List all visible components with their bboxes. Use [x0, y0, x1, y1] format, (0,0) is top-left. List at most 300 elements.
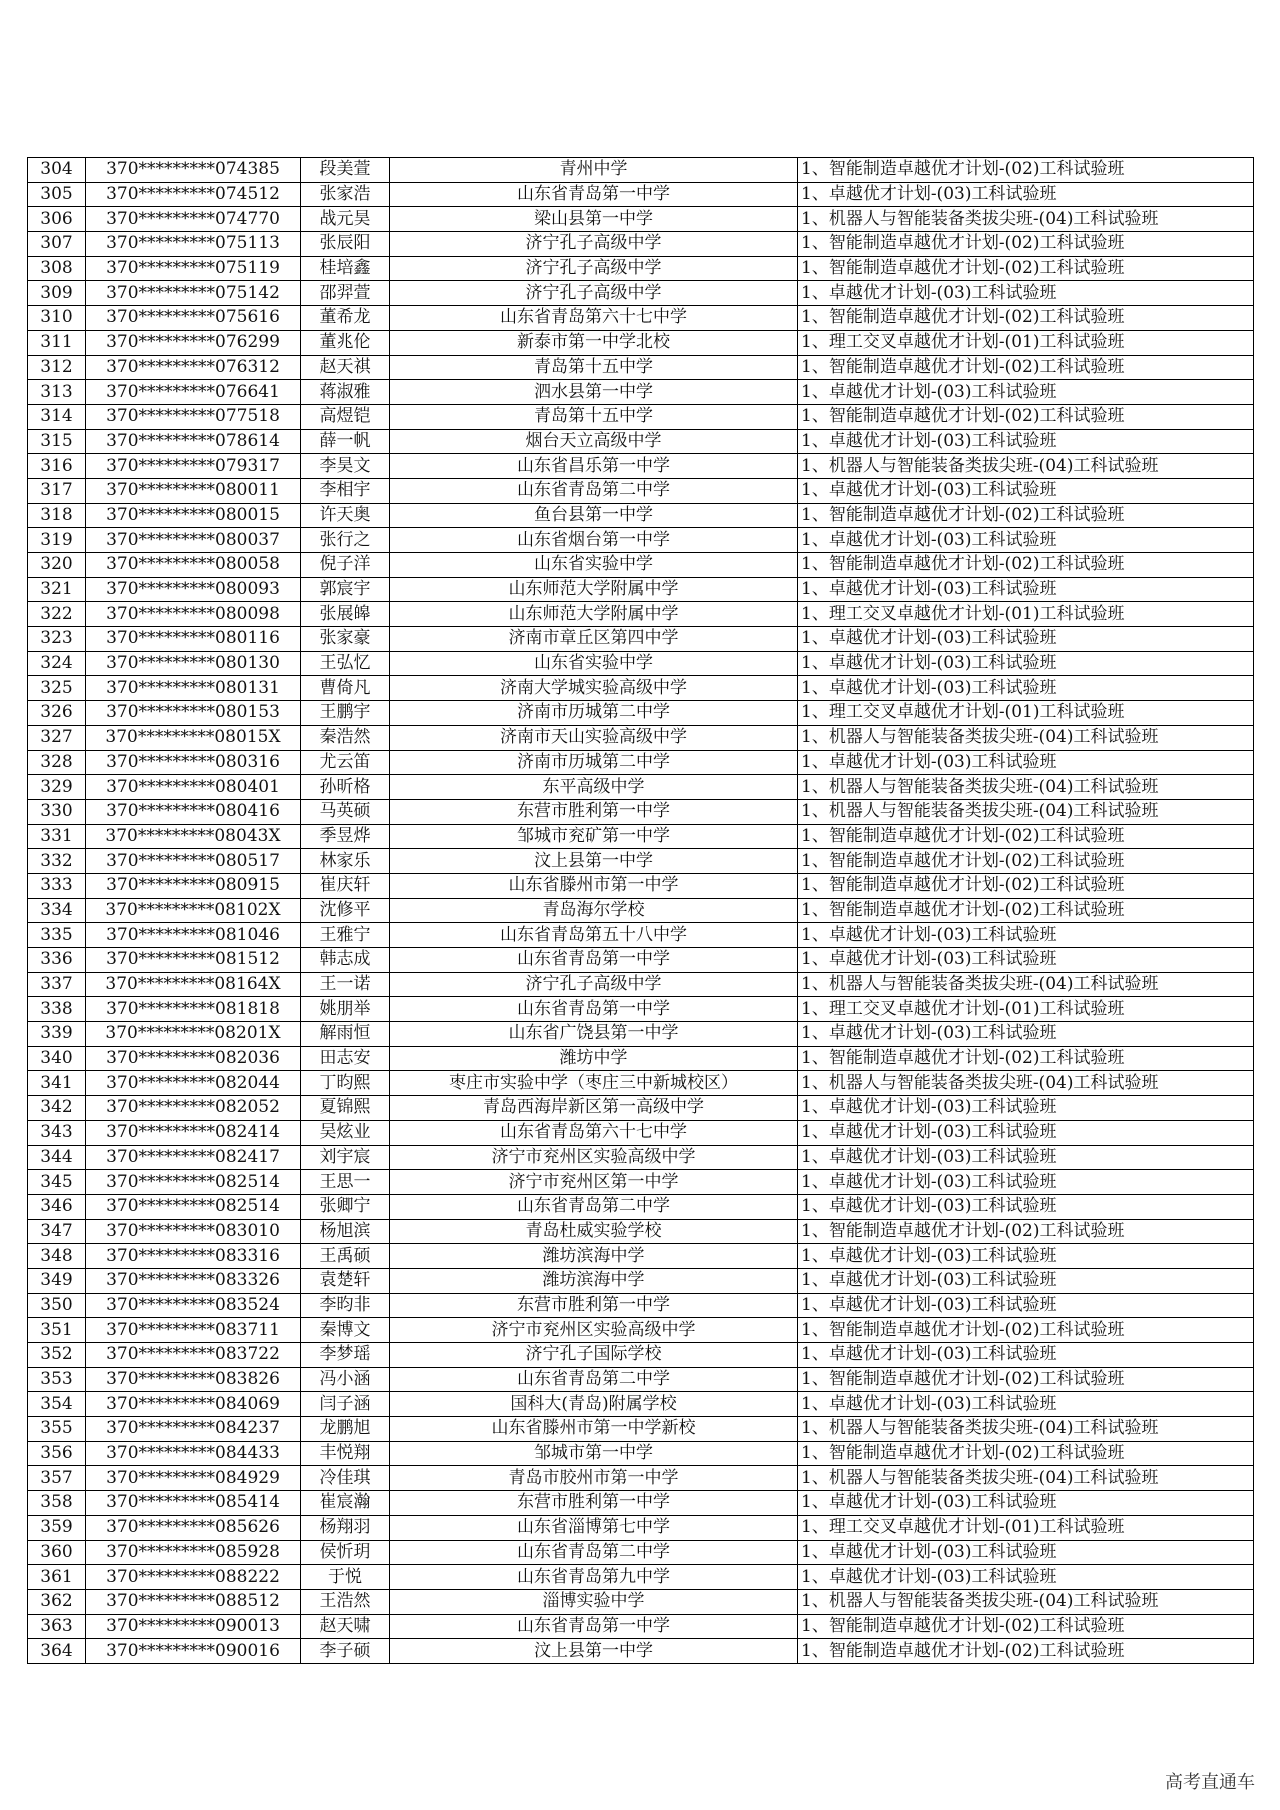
- program-cell: 1、卓越优才计划-(03)工科试验班: [798, 1022, 1254, 1047]
- school-name-cell: 山东省烟台第一中学: [390, 528, 798, 553]
- row-number-cell: 343: [28, 1120, 86, 1145]
- student-name-cell: 姚朋举: [301, 997, 390, 1022]
- program-cell: 1、卓越优才计划-(03)工科试验班: [798, 676, 1254, 701]
- table-row: [28, 1343, 1254, 1368]
- program-cell: 1、理工交叉卓越优才计划-(01)工科试验班: [798, 1515, 1254, 1540]
- row-number-cell: 325: [28, 676, 86, 701]
- school-name-cell: 山东省青岛第九中学: [390, 1565, 798, 1590]
- school-name-cell: 山东省青岛第一中学: [390, 997, 798, 1022]
- table-row: [28, 503, 1254, 528]
- id-number-cell: 370*********080316: [86, 750, 301, 775]
- school-name-cell: 山东省青岛第一中学: [390, 182, 798, 207]
- school-name-cell: 东营市胜利第一中学: [390, 1491, 798, 1516]
- school-name-cell: 济宁孔子高级中学: [390, 281, 798, 306]
- student-name-cell: 高煜铠: [301, 404, 390, 429]
- row-number-cell: 317: [28, 478, 86, 503]
- table-row: [28, 1417, 1254, 1442]
- row-number-cell: 357: [28, 1466, 86, 1491]
- school-name-cell: 青岛第十五中学: [390, 404, 798, 429]
- student-name-cell: 蒋淑雅: [301, 380, 390, 405]
- program-cell: 1、智能制造卓越优才计划-(02)工科试验班: [798, 1639, 1254, 1664]
- id-number-cell: 370*********075113: [86, 232, 301, 257]
- id-number-cell: 370*********084929: [86, 1466, 301, 1491]
- id-number-cell: 370*********082417: [86, 1145, 301, 1170]
- program-cell: 1、智能制造卓越优才计划-(02)工科试验班: [798, 1367, 1254, 1392]
- table-row: [28, 1268, 1254, 1293]
- student-name-cell: 邵羿萱: [301, 281, 390, 306]
- id-number-cell: 370*********088512: [86, 1589, 301, 1614]
- table-row: [28, 158, 1254, 183]
- school-name-cell: 济宁孔子国际学校: [390, 1343, 798, 1368]
- table-row: [28, 1145, 1254, 1170]
- school-name-cell: 济宁孔子高级中学: [390, 972, 798, 997]
- id-number-cell: 370*********080098: [86, 602, 301, 627]
- table-row: [28, 1515, 1254, 1540]
- program-cell: 1、智能制造卓越优才计划-(02)工科试验班: [798, 256, 1254, 281]
- row-number-cell: 361: [28, 1565, 86, 1590]
- program-cell: 1、机器人与智能装备类拔尖班-(04)工科试验班: [798, 207, 1254, 232]
- program-cell: 1、机器人与智能装备类拔尖班-(04)工科试验班: [798, 454, 1254, 479]
- id-number-cell: 370*********080093: [86, 577, 301, 602]
- row-number-cell: 306: [28, 207, 86, 232]
- id-number-cell: 370*********085414: [86, 1491, 301, 1516]
- row-number-cell: 348: [28, 1244, 86, 1269]
- row-number-cell: 358: [28, 1491, 86, 1516]
- row-number-cell: 327: [28, 725, 86, 750]
- id-number-cell: 370*********080011: [86, 478, 301, 503]
- row-number-cell: 335: [28, 923, 86, 948]
- id-number-cell: 370*********074512: [86, 182, 301, 207]
- id-number-cell: 370*********084433: [86, 1441, 301, 1466]
- row-number-cell: 351: [28, 1318, 86, 1343]
- program-cell: 1、机器人与智能装备类拔尖班-(04)工科试验班: [798, 972, 1254, 997]
- table-row: [28, 1194, 1254, 1219]
- school-name-cell: 山东省淄博第七中学: [390, 1515, 798, 1540]
- school-name-cell: 山东省青岛第二中学: [390, 1194, 798, 1219]
- id-number-cell: 370*********080130: [86, 651, 301, 676]
- table-row: [28, 528, 1254, 553]
- program-cell: 1、理工交叉卓越优才计划-(01)工科试验班: [798, 602, 1254, 627]
- student-name-cell: 侯忻玥: [301, 1540, 390, 1565]
- row-number-cell: 324: [28, 651, 86, 676]
- id-number-cell: 370*********076641: [86, 380, 301, 405]
- row-number-cell: 344: [28, 1145, 86, 1170]
- student-name-cell: 王思一: [301, 1170, 390, 1195]
- id-number-cell: 370*********083326: [86, 1268, 301, 1293]
- row-number-cell: 312: [28, 355, 86, 380]
- student-name-cell: 李相宇: [301, 478, 390, 503]
- student-name-cell: 袁楚轩: [301, 1268, 390, 1293]
- school-name-cell: 邹城市第一中学: [390, 1441, 798, 1466]
- table-row: [28, 972, 1254, 997]
- student-name-cell: 赵天祺: [301, 355, 390, 380]
- id-number-cell: 370*********076299: [86, 330, 301, 355]
- id-number-cell: 370*********081818: [86, 997, 301, 1022]
- row-number-cell: 309: [28, 281, 86, 306]
- program-cell: 1、机器人与智能装备类拔尖班-(04)工科试验班: [798, 799, 1254, 824]
- program-cell: 1、智能制造卓越优才计划-(02)工科试验班: [798, 1318, 1254, 1343]
- id-number-cell: 370*********084237: [86, 1417, 301, 1442]
- id-number-cell: 370*********080015: [86, 503, 301, 528]
- student-name-cell: 韩志成: [301, 948, 390, 973]
- school-name-cell: 潍坊滨海中学: [390, 1268, 798, 1293]
- table-row: [28, 799, 1254, 824]
- program-cell: 1、卓越优才计划-(03)工科试验班: [798, 1268, 1254, 1293]
- program-cell: 1、卓越优才计划-(03)工科试验班: [798, 1565, 1254, 1590]
- row-number-cell: 334: [28, 898, 86, 923]
- school-name-cell: 汶上县第一中学: [390, 849, 798, 874]
- program-cell: 1、卓越优才计划-(03)工科试验班: [798, 380, 1254, 405]
- row-number-cell: 316: [28, 454, 86, 479]
- school-name-cell: 东营市胜利第一中学: [390, 1293, 798, 1318]
- table-row: [28, 553, 1254, 578]
- table-row: [28, 1244, 1254, 1269]
- row-number-cell: 352: [28, 1343, 86, 1368]
- school-name-cell: 东平高级中学: [390, 775, 798, 800]
- table-row: [28, 923, 1254, 948]
- student-name-cell: 赵天啸: [301, 1614, 390, 1639]
- school-name-cell: 青岛市胶州市第一中学: [390, 1466, 798, 1491]
- student-name-cell: 张辰阳: [301, 232, 390, 257]
- id-number-cell: 370*********082052: [86, 1096, 301, 1121]
- row-number-cell: 332: [28, 849, 86, 874]
- school-name-cell: 青岛第十五中学: [390, 355, 798, 380]
- row-number-cell: 307: [28, 232, 86, 257]
- student-name-cell: 冷佳琪: [301, 1466, 390, 1491]
- program-cell: 1、智能制造卓越优才计划-(02)工科试验班: [798, 553, 1254, 578]
- row-number-cell: 338: [28, 997, 86, 1022]
- table-row: [28, 1096, 1254, 1121]
- id-number-cell: 370*********078614: [86, 429, 301, 454]
- id-number-cell: 370*********082514: [86, 1194, 301, 1219]
- student-name-cell: 王雅宁: [301, 923, 390, 948]
- program-cell: 1、卓越优才计划-(03)工科试验班: [798, 577, 1254, 602]
- program-cell: 1、卓越优才计划-(03)工科试验班: [798, 478, 1254, 503]
- program-cell: 1、智能制造卓越优才计划-(02)工科试验班: [798, 1614, 1254, 1639]
- student-name-cell: 刘宇宸: [301, 1145, 390, 1170]
- table-row: [28, 1614, 1254, 1639]
- id-number-cell: 370*********08102X: [86, 898, 301, 923]
- program-cell: 1、智能制造卓越优才计划-(02)工科试验班: [798, 232, 1254, 257]
- school-name-cell: 山东省青岛第二中学: [390, 478, 798, 503]
- program-cell: 1、机器人与智能装备类拔尖班-(04)工科试验班: [798, 1466, 1254, 1491]
- row-number-cell: 353: [28, 1367, 86, 1392]
- student-name-cell: 夏锦熙: [301, 1096, 390, 1121]
- id-number-cell: 370*********08015X: [86, 725, 301, 750]
- id-number-cell: 370*********080416: [86, 799, 301, 824]
- student-name-cell: 吴炫业: [301, 1120, 390, 1145]
- table-row: [28, 1219, 1254, 1244]
- school-name-cell: 山东省青岛第六十七中学: [390, 306, 798, 331]
- table-row: [28, 898, 1254, 923]
- school-name-cell: 新泰市第一中学北校: [390, 330, 798, 355]
- table-row: [28, 1466, 1254, 1491]
- id-number-cell: 370*********083316: [86, 1244, 301, 1269]
- program-cell: 1、卓越优才计划-(03)工科试验班: [798, 1244, 1254, 1269]
- student-name-cell: 王弘忆: [301, 651, 390, 676]
- table-row: [28, 1392, 1254, 1417]
- id-number-cell: 370*********085928: [86, 1540, 301, 1565]
- student-name-cell: 李昊文: [301, 454, 390, 479]
- student-name-cell: 沈修平: [301, 898, 390, 923]
- program-cell: 1、智能制造卓越优才计划-(02)工科试验班: [798, 1441, 1254, 1466]
- school-name-cell: 济南市历城第二中学: [390, 701, 798, 726]
- table-row: [28, 577, 1254, 602]
- table-row: [28, 775, 1254, 800]
- school-name-cell: 山东师范大学附属中学: [390, 602, 798, 627]
- row-number-cell: 342: [28, 1096, 86, 1121]
- program-cell: 1、机器人与智能装备类拔尖班-(04)工科试验班: [798, 1417, 1254, 1442]
- student-name-cell: 战元昊: [301, 207, 390, 232]
- table-row: [28, 602, 1254, 627]
- row-number-cell: 345: [28, 1170, 86, 1195]
- table-row: [28, 1441, 1254, 1466]
- table-row: [28, 355, 1254, 380]
- school-name-cell: 济宁市兖州区实验高级中学: [390, 1145, 798, 1170]
- id-number-cell: 370*********080058: [86, 553, 301, 578]
- student-name-cell: 崔庆轩: [301, 873, 390, 898]
- row-number-cell: 349: [28, 1268, 86, 1293]
- table-row: [28, 281, 1254, 306]
- table-row: [28, 1071, 1254, 1096]
- school-name-cell: 泗水县第一中学: [390, 380, 798, 405]
- row-number-cell: 315: [28, 429, 86, 454]
- program-cell: 1、卓越优才计划-(03)工科试验班: [798, 948, 1254, 973]
- program-cell: 1、智能制造卓越优才计划-(02)工科试验班: [798, 306, 1254, 331]
- table-row: [28, 232, 1254, 257]
- student-name-cell: 李子硕: [301, 1639, 390, 1664]
- school-name-cell: 鱼台县第一中学: [390, 503, 798, 528]
- table-row: [28, 429, 1254, 454]
- school-name-cell: 潍坊中学: [390, 1046, 798, 1071]
- student-name-cell: 许天奥: [301, 503, 390, 528]
- school-name-cell: 青岛杜威实验学校: [390, 1219, 798, 1244]
- id-number-cell: 370*********08043X: [86, 824, 301, 849]
- school-name-cell: 济宁孔子高级中学: [390, 232, 798, 257]
- school-name-cell: 山东省青岛第六十七中学: [390, 1120, 798, 1145]
- table-row: [28, 330, 1254, 355]
- row-number-cell: 318: [28, 503, 86, 528]
- program-cell: 1、理工交叉卓越优才计划-(01)工科试验班: [798, 330, 1254, 355]
- program-cell: 1、卓越优才计划-(03)工科试验班: [798, 1491, 1254, 1516]
- id-number-cell: 370*********083711: [86, 1318, 301, 1343]
- program-cell: 1、卓越优才计划-(03)工科试验班: [798, 1293, 1254, 1318]
- row-number-cell: 330: [28, 799, 86, 824]
- row-number-cell: 356: [28, 1441, 86, 1466]
- table-row: [28, 1293, 1254, 1318]
- student-name-cell: 张行之: [301, 528, 390, 553]
- table-row: [28, 182, 1254, 207]
- school-name-cell: 山东省实验中学: [390, 651, 798, 676]
- table-row: [28, 1170, 1254, 1195]
- table-row: [28, 207, 1254, 232]
- student-name-cell: 王浩然: [301, 1589, 390, 1614]
- table-row: [28, 1120, 1254, 1145]
- student-name-cell: 秦浩然: [301, 725, 390, 750]
- student-name-cell: 董兆伦: [301, 330, 390, 355]
- table-row: [28, 627, 1254, 652]
- school-name-cell: 山东省昌乐第一中学: [390, 454, 798, 479]
- school-name-cell: 梁山县第一中学: [390, 207, 798, 232]
- program-cell: 1、卓越优才计划-(03)工科试验班: [798, 281, 1254, 306]
- id-number-cell: 370*********082044: [86, 1071, 301, 1096]
- row-number-cell: 326: [28, 701, 86, 726]
- table-row: [28, 725, 1254, 750]
- student-name-cell: 崔宸瀚: [301, 1491, 390, 1516]
- student-name-cell: 于悦: [301, 1565, 390, 1590]
- program-cell: 1、卓越优才计划-(03)工科试验班: [798, 1145, 1254, 1170]
- table-row: [28, 1540, 1254, 1565]
- table-row: [28, 306, 1254, 331]
- watermark-text: 高考直通车: [1165, 1772, 1255, 1793]
- student-name-cell: 林家乐: [301, 849, 390, 874]
- id-number-cell: 370*********085626: [86, 1515, 301, 1540]
- id-number-cell: 370*********080517: [86, 849, 301, 874]
- student-name-cell: 倪子洋: [301, 553, 390, 578]
- id-number-cell: 370*********083826: [86, 1367, 301, 1392]
- row-number-cell: 310: [28, 306, 86, 331]
- id-number-cell: 370*********075616: [86, 306, 301, 331]
- program-cell: 1、智能制造卓越优才计划-(02)工科试验班: [798, 898, 1254, 923]
- row-number-cell: 336: [28, 948, 86, 973]
- school-name-cell: 济南市天山实验高级中学: [390, 725, 798, 750]
- row-number-cell: 313: [28, 380, 86, 405]
- student-name-cell: 段美萱: [301, 158, 390, 183]
- program-cell: 1、机器人与智能装备类拔尖班-(04)工科试验班: [798, 1071, 1254, 1096]
- row-number-cell: 350: [28, 1293, 86, 1318]
- id-number-cell: 370*********076312: [86, 355, 301, 380]
- id-number-cell: 370*********082414: [86, 1120, 301, 1145]
- id-number-cell: 370*********08164X: [86, 972, 301, 997]
- table-row: [28, 1491, 1254, 1516]
- school-name-cell: 枣庄市实验中学（枣庄三中新城校区）: [390, 1071, 798, 1096]
- id-number-cell: 370*********080037: [86, 528, 301, 553]
- table-row: [28, 404, 1254, 429]
- id-number-cell: 370*********080915: [86, 873, 301, 898]
- row-number-cell: 346: [28, 1194, 86, 1219]
- student-name-cell: 龙鹏旭: [301, 1417, 390, 1442]
- program-cell: 1、理工交叉卓越优才计划-(01)工科试验班: [798, 701, 1254, 726]
- program-cell: 1、智能制造卓越优才计划-(02)工科试验班: [798, 1219, 1254, 1244]
- table-row: [28, 651, 1254, 676]
- id-number-cell: 370*********080401: [86, 775, 301, 800]
- program-cell: 1、机器人与智能装备类拔尖班-(04)工科试验班: [798, 775, 1254, 800]
- row-number-cell: 329: [28, 775, 86, 800]
- school-name-cell: 山东省广饶县第一中学: [390, 1022, 798, 1047]
- table-row: [28, 1639, 1254, 1664]
- id-number-cell: 370*********088222: [86, 1565, 301, 1590]
- program-cell: 1、智能制造卓越优才计划-(02)工科试验班: [798, 503, 1254, 528]
- program-cell: 1、卓越优才计划-(03)工科试验班: [798, 1194, 1254, 1219]
- row-number-cell: 314: [28, 404, 86, 429]
- table-row: [28, 1565, 1254, 1590]
- student-name-cell: 杨旭滨: [301, 1219, 390, 1244]
- program-cell: 1、卓越优才计划-(03)工科试验班: [798, 1170, 1254, 1195]
- id-number-cell: 370*********081512: [86, 948, 301, 973]
- student-name-cell: 张卿宁: [301, 1194, 390, 1219]
- student-name-cell: 秦博文: [301, 1318, 390, 1343]
- id-number-cell: 370*********08201X: [86, 1022, 301, 1047]
- id-number-cell: 370*********080153: [86, 701, 301, 726]
- student-name-cell: 薛一帆: [301, 429, 390, 454]
- table-row: [28, 948, 1254, 973]
- id-number-cell: 370*********080131: [86, 676, 301, 701]
- id-number-cell: 370*********082036: [86, 1046, 301, 1071]
- student-name-cell: 曹倚凡: [301, 676, 390, 701]
- id-number-cell: 370*********075119: [86, 256, 301, 281]
- row-number-cell: 321: [28, 577, 86, 602]
- school-name-cell: 烟台天立高级中学: [390, 429, 798, 454]
- school-name-cell: 山东省青岛第二中学: [390, 1367, 798, 1392]
- table-row: [28, 1022, 1254, 1047]
- program-cell: 1、卓越优才计划-(03)工科试验班: [798, 1096, 1254, 1121]
- student-name-cell: 张家浩: [301, 182, 390, 207]
- row-number-cell: 322: [28, 602, 86, 627]
- school-name-cell: 东营市胜利第一中学: [390, 799, 798, 824]
- row-number-cell: 308: [28, 256, 86, 281]
- school-name-cell: 济宁孔子高级中学: [390, 256, 798, 281]
- program-cell: 1、智能制造卓越优才计划-(02)工科试验班: [798, 1046, 1254, 1071]
- student-name-cell: 李梦瑶: [301, 1343, 390, 1368]
- row-number-cell: 359: [28, 1515, 86, 1540]
- student-name-cell: 冯小涵: [301, 1367, 390, 1392]
- table-row: [28, 849, 1254, 874]
- row-number-cell: 331: [28, 824, 86, 849]
- program-cell: 1、智能制造卓越优才计划-(02)工科试验班: [798, 404, 1254, 429]
- row-number-cell: 341: [28, 1071, 86, 1096]
- id-number-cell: 370*********080116: [86, 627, 301, 652]
- school-name-cell: 山东省青岛第二中学: [390, 1540, 798, 1565]
- student-name-cell: 季昱烨: [301, 824, 390, 849]
- school-name-cell: 潍坊滨海中学: [390, 1244, 798, 1269]
- school-name-cell: 济南大学城实验高级中学: [390, 676, 798, 701]
- id-number-cell: 370*********081046: [86, 923, 301, 948]
- school-name-cell: 山东省青岛第五十八中学: [390, 923, 798, 948]
- student-name-cell: 桂培鑫: [301, 256, 390, 281]
- program-cell: 1、卓越优才计划-(03)工科试验班: [798, 1540, 1254, 1565]
- id-number-cell: 370*********082514: [86, 1170, 301, 1195]
- student-name-cell: 解雨恒: [301, 1022, 390, 1047]
- program-cell: 1、卓越优才计划-(03)工科试验班: [798, 627, 1254, 652]
- table-row: [28, 997, 1254, 1022]
- admission-roster-table: [27, 157, 1254, 1664]
- student-name-cell: 孙昕格: [301, 775, 390, 800]
- student-name-cell: 丰悦翔: [301, 1441, 390, 1466]
- row-number-cell: 311: [28, 330, 86, 355]
- row-number-cell: 305: [28, 182, 86, 207]
- id-number-cell: 370*********074385: [86, 158, 301, 183]
- row-number-cell: 360: [28, 1540, 86, 1565]
- school-name-cell: 山东省滕州市第一中学新校: [390, 1417, 798, 1442]
- table-row: [28, 1589, 1254, 1614]
- row-number-cell: 337: [28, 972, 86, 997]
- row-number-cell: 363: [28, 1614, 86, 1639]
- table-row: [28, 873, 1254, 898]
- program-cell: 1、卓越优才计划-(03)工科试验班: [798, 651, 1254, 676]
- school-name-cell: 淄博实验中学: [390, 1589, 798, 1614]
- school-name-cell: 山东省实验中学: [390, 553, 798, 578]
- student-name-cell: 张家豪: [301, 627, 390, 652]
- row-number-cell: 340: [28, 1046, 86, 1071]
- table-row: [28, 1367, 1254, 1392]
- row-number-cell: 304: [28, 158, 86, 183]
- table-row: [28, 454, 1254, 479]
- row-number-cell: 323: [28, 627, 86, 652]
- student-name-cell: 闫子涵: [301, 1392, 390, 1417]
- id-number-cell: 370*********083524: [86, 1293, 301, 1318]
- roster-body: [28, 158, 1254, 1664]
- student-name-cell: 王一诺: [301, 972, 390, 997]
